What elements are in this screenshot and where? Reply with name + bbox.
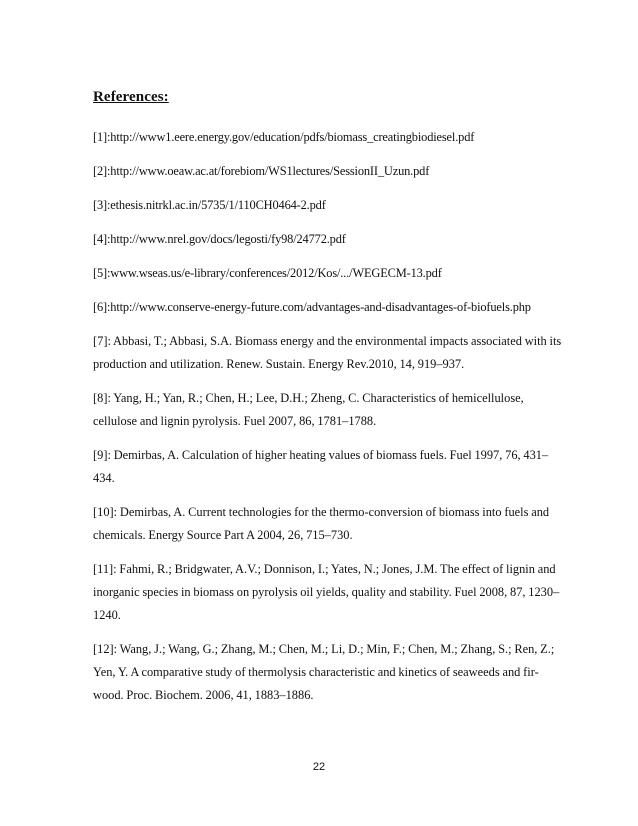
reference-item: [10]: Demirbas, A. Current technologies for the thermo-conversion of biomass into fuels and chemicals. Energy Source Part A 2004, 26, 715–730.: [93, 505, 550, 542]
reference-item: [5]:www.wseas.us/e-library/conferences/2012/Kos/.../WEGECM-13.pdf: [93, 266, 442, 280]
reference-item: [12]: Wang, J.; Wang, G.; Zhang, M.; Chen, M.; Li, D.; Min, F.; Chen, M.; Zhang, S.; Ren, Z.; Yen, Y. A comparative study of thermolysis characteristic and kinetics of seaweeds and fir-wood. Proc. Biochem. 2006, 41, 1883–1886.: [93, 642, 555, 702]
page-number: 22: [312, 761, 326, 773]
reference-item: [11]: Fahmi, R.; Bridgwater, A.V.; Donnison, I.; Yates, N.; Jones, J.M. The effect of lignin and inorganic species in biomass on pyrolysis oil yields, quality and stability. Fuel 2008, 87, 1230–1240.: [93, 562, 560, 622]
reference-item: [2]:http://www.oeaw.ac.at/forebiom/WS1lectures/SessionII_Uzun.pdf: [93, 164, 430, 178]
reference-item: [4]:http://www.nrel.gov/docs/legosti/fy98/24772.pdf: [93, 232, 346, 246]
reference-item: [8]: Yang, H.; Yan, R.; Chen, H.; Lee, D.H.; Zheng, C. Characteristics of hemicellulose, cellulose and lignin pyrolysis. Fuel 2007, 86, 1781–1788.: [93, 391, 524, 428]
references-heading: References:: [93, 89, 169, 105]
reference-item: [9]: Demirbas, A. Calculation of higher heating values of biomass fuels. Fuel 1997, 76, 431–434.: [93, 448, 549, 485]
reference-item: [6]:http://www.conserve-energy-future.com/advantages-and-disadvantages-of-biofuels.php: [93, 300, 531, 314]
reference-item: [7]: Abbasi, T.; Abbasi, S.A. Biomass energy and the environmental impacts associated with its production and utilization. Renew. Sustain. Energy Rev.2010, 14, 919–937.: [93, 334, 562, 371]
reference-item: [3]:ethesis.nitrkl.ac.in/5735/1/110CH0464-2.pdf: [93, 198, 326, 212]
reference-item: [1]:http://www1.eere.energy.gov/education/pdfs/biomass_creatingbiodiesel.pdf: [93, 130, 475, 144]
reference-list: [93, 126, 565, 718]
